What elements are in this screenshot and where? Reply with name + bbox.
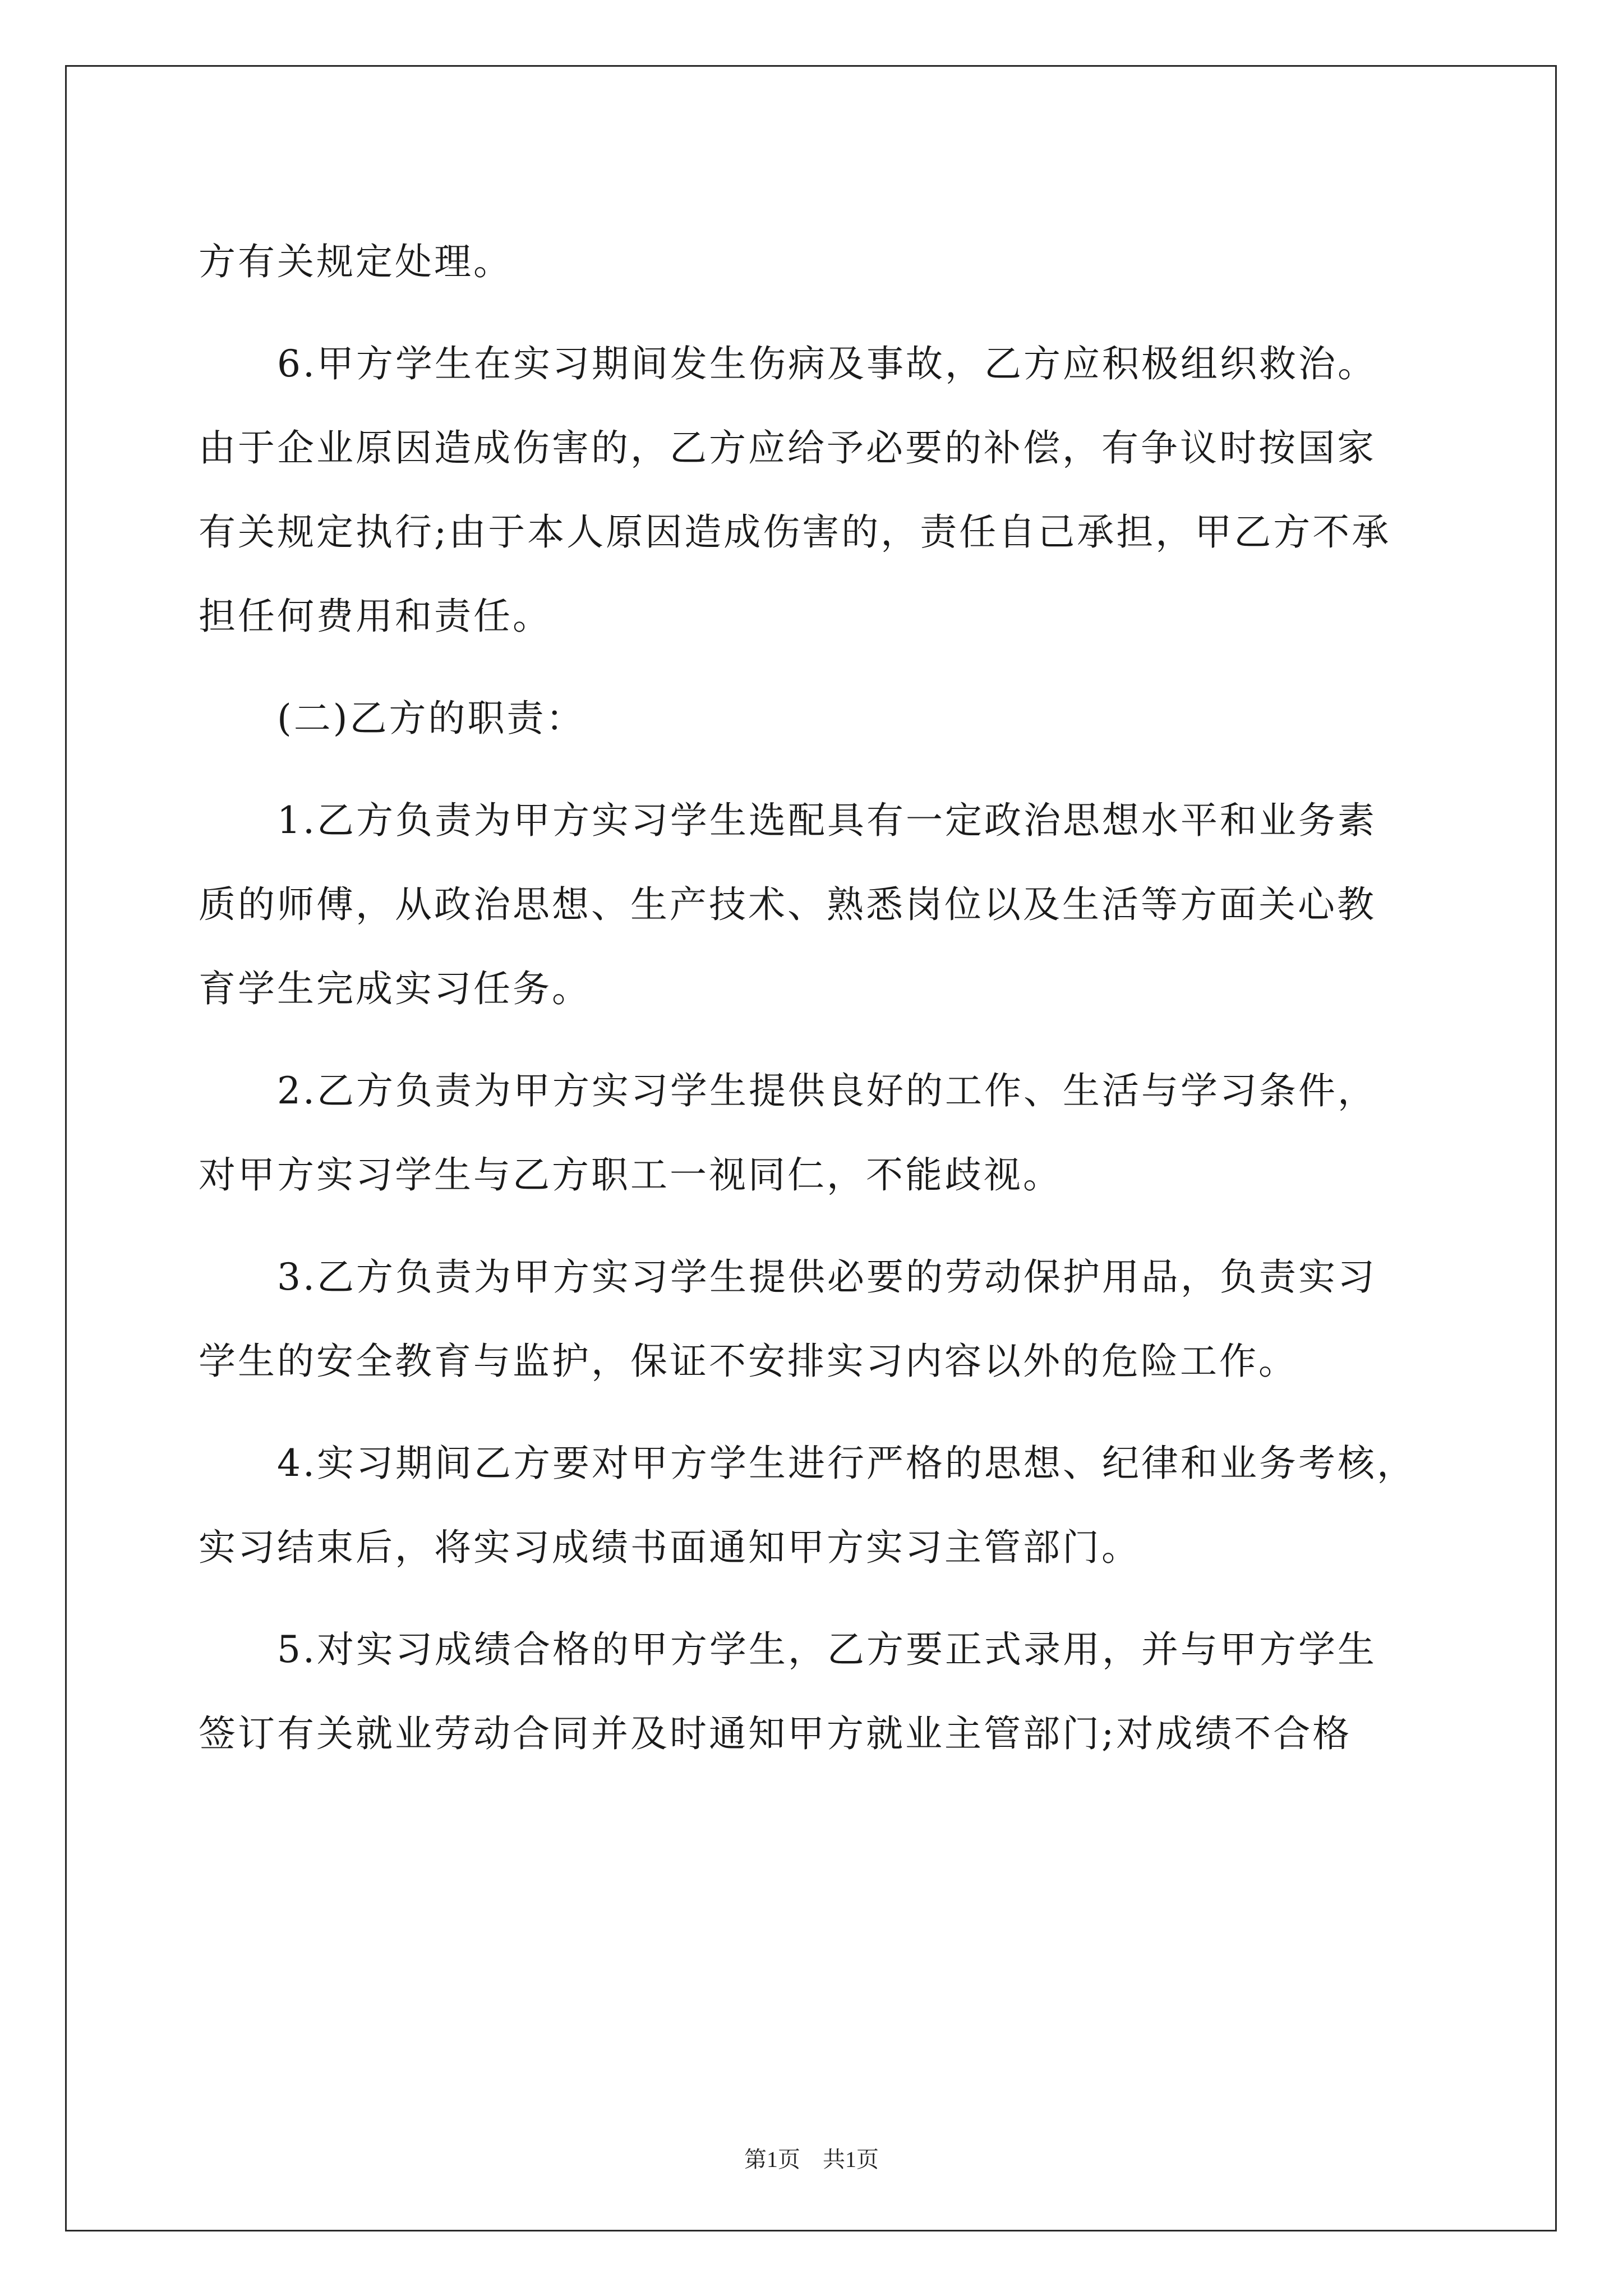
text-line: 签订有关就业劳动合同并及时通知甲方就业主管部门;对成绩不合格 [199, 1712, 1352, 1755]
text-line: 质的师傅，从政治思想、生产技术、熟悉岗位以及生活等方面关心教 [199, 883, 1376, 926]
paragraph-gap [199, 304, 1455, 322]
text-line: 6.甲方学生在实习期间发生伤病及事故，乙方应积极组织救治。 [199, 342, 1377, 385]
text-line: 有关规定执行;由于本人原因造成伤害的，责任自己承担，甲乙方不承 [199, 510, 1391, 554]
text-line: 实习结束后，将实习成绩书面通知甲方实习主管部门。 [199, 1526, 1141, 1569]
text-line: 担任何费用和责任。 [199, 595, 552, 638]
section-heading: (二)乙方的职责： [199, 697, 585, 740]
text-line: 育学生完成实习任务。 [199, 967, 591, 1010]
paragraph-gap [199, 1590, 1455, 1608]
paragraph-gap [199, 1217, 1455, 1235]
text-line: 学生的安全教育与监护，保证不安排实习内容以外的危险工作。 [199, 1340, 1298, 1383]
text-line: 方有关规定处理。 [199, 240, 513, 283]
text-line: 2.乙方负责为甲方实习学生提供良好的工作、生活与学习条件， [199, 1069, 1377, 1112]
document-body [199, 220, 1455, 1776]
page-number-label: 第1页 共1页 [744, 2147, 879, 2172]
text-line: 由于企业原因造成伤害的，乙方应给予必要的补偿，有争议时按国家 [199, 426, 1376, 470]
paragraph-gap [199, 659, 1455, 677]
paragraph-gap [199, 1404, 1455, 1421]
text-line: 4.实习期间乙方要对甲方学生进行严格的思想、纪律和业务考核， [199, 1442, 1416, 1485]
page-footer [0, 2143, 1623, 2177]
text-line: 3.乙方负责为甲方实习学生提供必要的劳动保护用品，负责实习 [199, 1255, 1377, 1299]
text-line: 1.乙方负责为甲方实习学生选配具有一定政治思想水平和业务素 [199, 799, 1377, 842]
paragraph-gap [199, 761, 1455, 779]
text-line: 对甲方实习学生与乙方职工一视同仁，不能歧视。 [199, 1153, 1062, 1197]
paragraph-gap [199, 1031, 1455, 1049]
text-line: 5.对实习成绩合格的甲方学生，乙方要正式录用，并与甲方学生 [199, 1628, 1377, 1671]
